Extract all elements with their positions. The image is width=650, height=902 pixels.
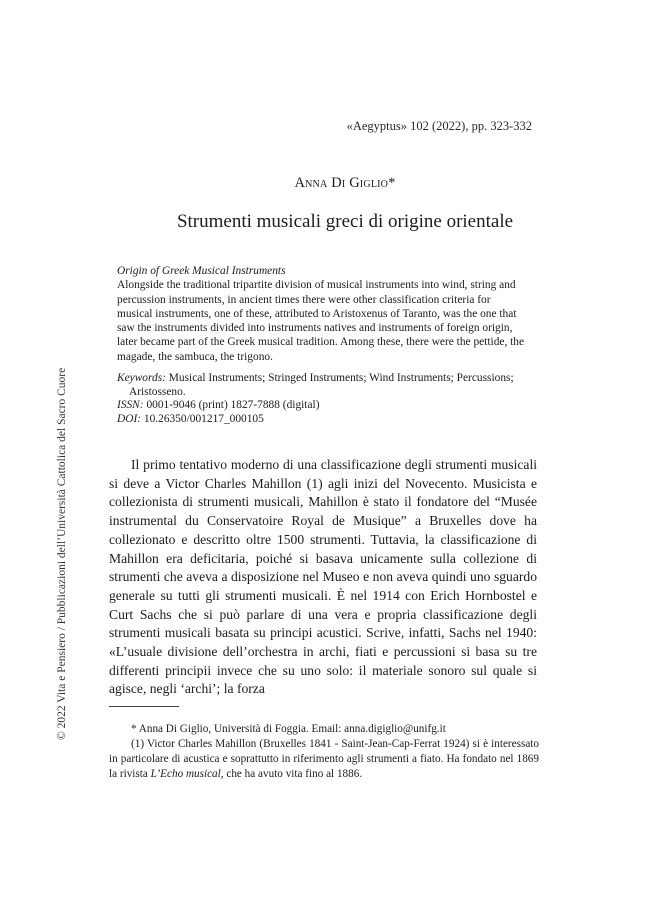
abstract-text: Alongside the traditional tripartite division of musical instruments into wind, string and percussion instruments, in ancient times there were other classification criteria for musical instruments, one of these, attributed to Aristoxenus of Taranto, was the one that saw the instruments divided into instruments natives and instruments of foreign origin, later became part of the Greek musical tradition. Among these, there were the pettide, the magade, the sambuca, the trigono. <box>117 279 525 363</box>
abstract <box>117 264 527 364</box>
keywords-row <box>117 372 532 386</box>
footnote-author: * Anna Di Giglio, Università di Foggia. Email: anna.digiglio@unifg.it <box>131 723 446 735</box>
footnotes <box>109 722 539 782</box>
issn-label: ISSN: <box>117 399 144 411</box>
article-metadata <box>117 372 532 426</box>
doi-label: DOI: <box>117 412 142 425</box>
footnote-1 <box>109 737 539 782</box>
keywords-value: Musical Instruments; Stringed Instruments; Wind Instruments; Percussions; <box>168 372 514 384</box>
author-name: Anna Di Giglio <box>294 175 389 191</box>
doi-row <box>117 413 532 427</box>
journal-reference: «Aegyptus» 102 (2022), pp. 323-332 <box>346 119 532 133</box>
doi-value: 10.26350/001217_000105 <box>143 412 264 425</box>
footnote-1-end: , che ha avuto vita fino al 1886. <box>220 768 363 780</box>
author-line <box>0 175 650 192</box>
issn-row <box>117 399 532 413</box>
issn-value: 0001-9046 (print) 1827-7888 (digital) <box>146 399 320 411</box>
author-marker: * <box>388 175 396 191</box>
footnote-1-text: (1) Victor Charles Mahillon (Bruxelles 1841 - Saint-Jean-Cap-Ferrat 1924) si è interessato in particolare di acustica e soprattutto in riferimento agli strumenti a fiato. Ha fondato nel 1869 la rivista <box>109 738 539 780</box>
keywords-cont: Aristosseno. <box>129 385 186 398</box>
abstract-heading: Origin of Greek Musical Instruments <box>117 265 286 277</box>
article-title: Strumenti musicali greci di origine orientale <box>176 211 514 232</box>
footnote-1-journal: L’Echo musical <box>150 768 221 780</box>
footnote-divider <box>109 706 179 707</box>
copyright-text: © 2022 Vita e Pensiero / Pubblicazioni dell’Università Cattolica del Sacro Cuore <box>56 367 68 740</box>
keywords-label: Keywords: <box>117 372 166 384</box>
body-paragraph: Il primo tentativo moderno di una classificazione degli strumenti musicali si deve a Victor Charles Mahillon (1) agli inizi del Novecento. Musicista e collezionista di strumenti musicali, Mahillon è stato il fondatore del “Musée instrumental du Conservatoire Royal de Musique” a Bruxelles dove ha collezionato e descritto oltre 1500 strumenti. Tuttavia, la classificazione di Mahillon era deficitaria, poiché si basava unicamente sulla collezione di strumenti che aveva a disposizione nel Museo e non aveva quindi uno sguardo generale su tutti gli strumenti musicali. È nel 1914 con Erich Hornbostel e Curt Sachs che si può parlare di una vera e propria classificazione degli strumenti musicali basata su principi acustici. Scrive, infatti, Sachs nel 1940: «L’usuale divisione dell’orchestra in archi, fiati e percussioni si basa su tre differenti principii invece che su uno solo: il materiale sonoro sul quale si agisce, negli ‘archi’; la forza <box>109 457 537 697</box>
